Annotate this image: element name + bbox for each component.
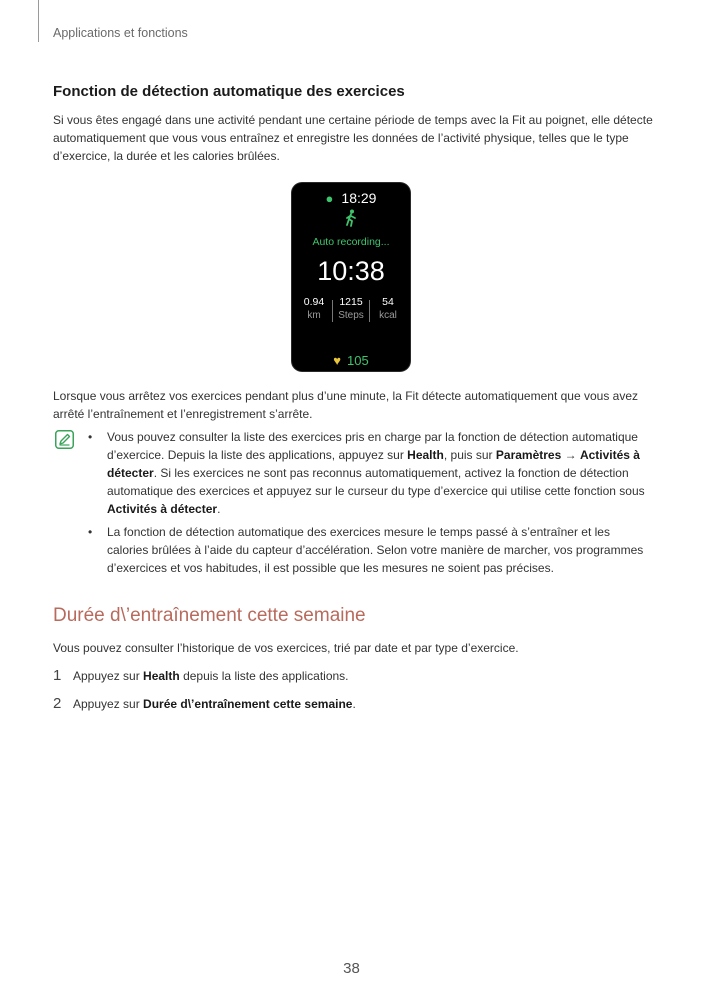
stat-calories-value: 54 xyxy=(382,296,394,308)
page-margin-rule xyxy=(38,0,39,42)
watch-stats xyxy=(296,296,406,322)
step-item xyxy=(53,695,356,712)
pencil-note-icon xyxy=(55,430,74,449)
heart-rate xyxy=(292,353,410,368)
watch-clock xyxy=(292,190,410,206)
note-list xyxy=(88,428,653,582)
step-text: . xyxy=(352,697,356,711)
auto-recording-status: Auto recording... xyxy=(312,236,390,248)
note-text: , puis sur xyxy=(443,448,496,462)
step-text: Appuyez sur xyxy=(73,669,144,683)
step-number: 2 xyxy=(53,695,62,712)
watch-clock-value: 18:29 xyxy=(341,190,377,206)
ui-term-activites: Activités à détecter xyxy=(107,502,218,516)
ui-term-parametres: Paramètres xyxy=(495,448,562,462)
ui-term-health: Health xyxy=(143,669,180,683)
stat-distance-value: 0.94 xyxy=(303,296,325,308)
watch-screen-image xyxy=(292,183,410,371)
ui-term-health: Health xyxy=(407,448,444,462)
stat-steps xyxy=(333,296,369,322)
stat-calories xyxy=(370,296,406,322)
note-text: Vous pouvez consulter la liste des exercices pris en charge par la fonction de détection automatique d’exercice. Depuis la liste des applications, appuyez sur xyxy=(107,430,638,462)
intro-paragraph: Si vous êtes engagé dans une activité pendant une certaine période de temps avec la Fit au poignet, elle détecte automatiquement que vous vous entraînez et enregistre les données de l’activité physique, telles que le type d’exercice, la durée et les calories brûlées. xyxy=(53,113,653,163)
stat-distance-unit: km xyxy=(307,310,321,321)
location-pin-icon: ● xyxy=(325,191,334,206)
heart-rate-value: 105 xyxy=(347,353,369,368)
section-title: Fonction de détection automatique des exercices xyxy=(53,83,405,100)
page-number: 38 xyxy=(343,960,360,977)
stat-steps-value: 1215 xyxy=(339,296,363,308)
note-item: • La fonction de détection automatique des exercices mesure le temps passé à s’entraîner et les calories brûlées à l’aide du capteur d’accélération. Selon votre manière de marcher, vos programmes d’exercices et vos habitudes, il est possible que les mesures ne soient pas précises. xyxy=(88,523,653,577)
note-text: . Si les exercices ne sont pas reconnus automatiquement, activez la fonction de détection automatique des exercices et appuyez sur le curseur du type d’exercice qui utilise cette fonction sous xyxy=(107,466,645,498)
stat-calories-unit: kcal xyxy=(379,310,397,321)
running-header: Applications et fonctions xyxy=(53,26,188,40)
note-text: . xyxy=(217,502,221,516)
step-item xyxy=(53,667,349,684)
step-text: depuis la liste des applications. xyxy=(179,669,349,683)
stat-steps-unit: Steps xyxy=(338,310,364,321)
heart-icon: ♥ xyxy=(333,353,341,368)
section-heading: Durée d\’entraînement cette semaine xyxy=(53,605,366,626)
note-item xyxy=(88,428,653,518)
ui-term-activites: Activités à détecter xyxy=(107,448,640,480)
walking-person-icon xyxy=(292,209,410,232)
step-number: 1 xyxy=(53,667,62,684)
elapsed-time: 10:38 xyxy=(317,256,385,286)
step-text: Appuyez sur xyxy=(73,697,144,711)
stat-distance xyxy=(296,296,332,322)
stop-detection-paragraph: Lorsque vous arrêtez vos exercices pendant plus d’une minute, la Fit détecte automatiquement que vous avez arrêté l’entraînement et l’enregistrement s’arrête. xyxy=(53,389,639,421)
history-paragraph: Vous pouvez consulter l’historique de vos exercices, trié par date et par type d’exercice. xyxy=(53,641,519,655)
note-text: → xyxy=(561,448,580,462)
ui-term-weekly-duration: Durée d\’entraînement cette semaine xyxy=(143,697,353,711)
